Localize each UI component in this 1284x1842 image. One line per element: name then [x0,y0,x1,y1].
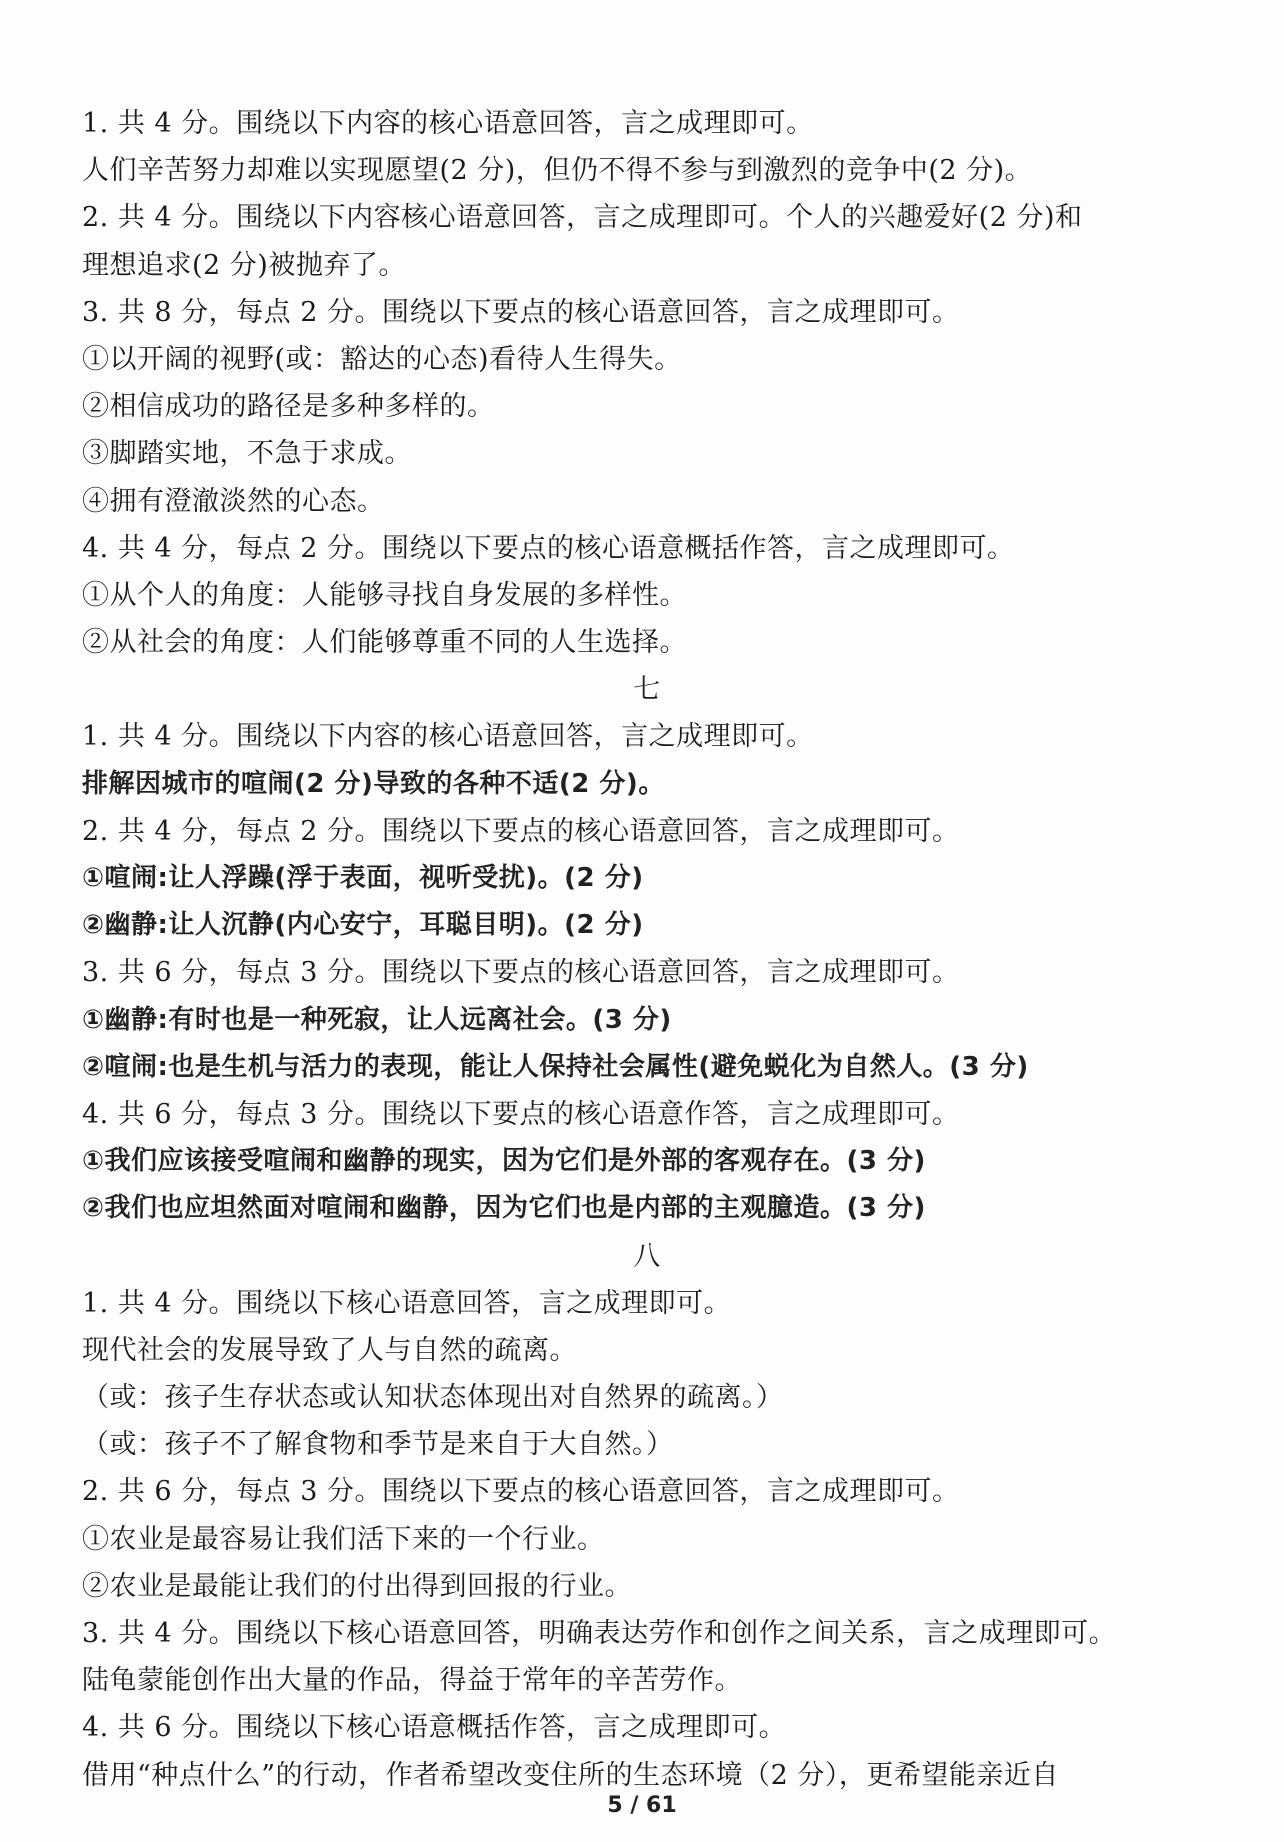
section-heading: 七 [633,674,661,706]
text-line: 3. 共 8 分，每点 2 分。围绕以下要点的核心语意回答，言之成理即可。 [82,296,960,328]
text-line: ③脚踏实地，不急于求成。 [82,438,412,470]
text-line: 2. 共 4 分，每点 2 分。围绕以下要点的核心语意回答，言之成理即可。 [82,815,960,847]
text-line: ①喧闹:让人浮躁(浮于表面，视听受扰)。(2 分) [82,863,644,893]
text-line: 人们辛苦努力却难以实现愿望(2 分)，但仍不得不参与到激烈的竞争中(2 分)。 [82,155,1033,187]
text-line: ④拥有澄澈淡然的心态。 [82,485,385,517]
section-heading: 八 [633,1240,661,1272]
text-line: 4. 共 4 分，每点 2 分。围绕以下要点的核心语意概括作答，言之成理即可。 [82,532,1015,564]
answer-key-body [82,100,1212,1799]
text-line: ②相信成功的路径是多种多样的。 [82,391,495,423]
text-line: （或：孩子不了解食物和季节是来自于大自然。） [82,1429,674,1461]
text-line: ②从社会的角度：人们能够尊重不同的人生选择。 [82,627,687,659]
text-line: 1. 共 4 分。围绕以下内容的核心语意回答，言之成理即可。 [82,721,814,753]
text-line: ①以开阔的视野(或：豁达的心态)看待人生得失。 [82,343,682,375]
text-line: 3. 共 6 分，每点 3 分。围绕以下要点的核心语意回答，言之成理即可。 [82,957,960,989]
text-line: ②喧闹:也是生机与活力的表现，能让人保持社会属性(避免蜕化为自然人。(3 分) [82,1051,1029,1082]
text-line: 陆龟蒙能创作出大量的作品，得益于常年的辛苦劳作。 [82,1665,742,1697]
text-line: 1. 共 4 分。围绕以下内容的核心语意回答，言之成理即可。 [82,108,814,139]
text-line: 4. 共 6 分。围绕以下核心语意概括作答，言之成理即可。 [82,1712,787,1744]
text-line: 借用“种点什么”的行动，作者希望改变住所的生态环境（2 分），更希望能亲近自 [82,1759,1059,1791]
text-line: ②我们也应坦然面对喧闹和幽静，因为它们也是内部的主观臆造。(3 分) [82,1193,926,1224]
text-line: ①从个人的角度：人能够寻找自身发展的多样性。 [82,579,687,611]
text-line: 1. 共 4 分。围绕以下核心语意回答，言之成理即可。 [82,1287,732,1319]
text-line: 2. 共 4 分。围绕以下内容核心语意回答，言之成理即可。个人的兴趣爱好(2 分)和 [82,202,1083,234]
text-line: 4. 共 6 分，每点 3 分。围绕以下要点的核心语意作答，言之成理即可。 [82,1098,960,1130]
page-number: 5 / 61 [607,1793,677,1818]
text-line: （或：孩子生存状态或认知状态体现出对自然界的疏离。） [82,1382,784,1414]
text-line: 排解因城市的喧闹(2 分)导致的各种不适(2 分)。 [82,768,665,799]
text-line: 理想追求(2 分)被抛弃了。 [82,249,406,281]
text-line: 现代社会的发展导致了人与自然的疏离。 [82,1334,577,1366]
text-line: 2. 共 6 分，每点 3 分。围绕以下要点的核心语意回答，言之成理即可。 [82,1476,960,1508]
text-line: ①农业是最容易让我们活下来的一个行业。 [82,1523,605,1555]
text-line: ①幽静:有时也是一种死寂，让人远离社会。(3 分) [82,1004,672,1035]
text-line: 3. 共 4 分。围绕以下核心语意回答，明确表达劳作和创作之间关系，言之成理即可。 [82,1618,1117,1649]
text-line: ②幽静:让人沉静(内心安宁，耳聪目明)。(2 分) [82,910,644,941]
text-line: ①我们应该接受喧闹和幽静的现实，因为它们是外部的客观存在。(3 分) [82,1146,926,1177]
text-line: ②农业是最能让我们的付出得到回报的行业。 [82,1570,632,1602]
